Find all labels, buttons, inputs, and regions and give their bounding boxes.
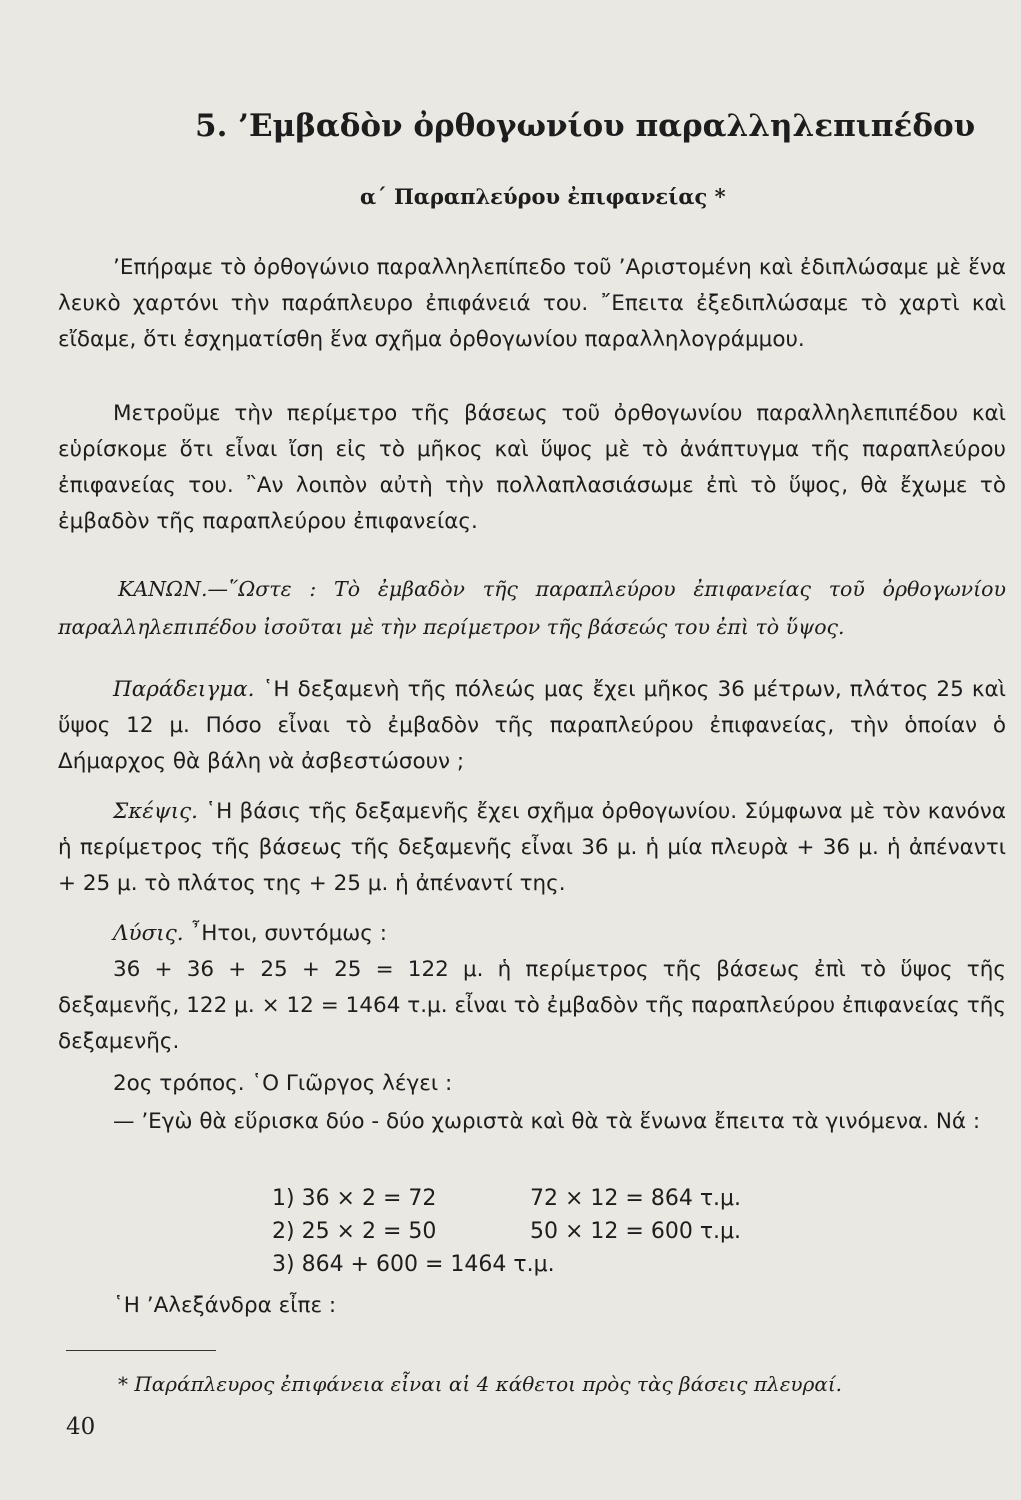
- section-title: 5. ’Εμβαδὸν ὀρθογωνίου παραλληλεπιπέδου: [195, 108, 976, 144]
- footnote: * Παράπλευρος ἐπιφάνεια εἶναι αἱ 4 κάθετοι πρὸς τὰς βάσεις πλευραί.: [118, 1372, 843, 1396]
- calc-left: 1) 36 × 2 = 72: [272, 1186, 437, 1211]
- calc-row: [272, 1248, 741, 1281]
- calc-row: [272, 1215, 741, 1248]
- example-text: ῾Η δεξαμενὴ τῆς πόλεώς μας ἔχει μῆκος 36 μέτρων, πλάτος 25 καὶ ὕψος 12 μ. Πόσο εἶναι τὸ ἐμβαδὸν τῆς παραπλεύρου ἐπιφανείας, τὴν ὁποίαν ὁ Δήμαρχος θὰ βάλη νὰ ἀσβεστώσουν ;: [58, 677, 1006, 774]
- example-paragraph: [58, 672, 1006, 780]
- subsection-title: α΄ Παραπλεύρου ἐπιφανείας *: [360, 184, 726, 209]
- example-label: Παράδειγμα.: [113, 677, 255, 702]
- thinking-text: ῾Η βάσις τῆς δεξαμενῆς ἔχει σχῆμα ὀρθογωνίου. Σύμφωνα μὲ τὸν κανόνα ἡ περίμετρος τῆς βάσεως τῆς δεξαμενῆς εἶναι 36 μ. ἡ μία πλευρὰ + 36 μ. ἡ ἀπέναντι + 25 μ. τὸ πλάτος της + 25 μ. ἡ ἀπέναντί της.: [58, 799, 1006, 896]
- solution-heading: [58, 916, 1006, 952]
- calc-row: [272, 1182, 741, 1215]
- george-quote: — ’Εγὼ θὰ εὕρισκα δύο - δύο χωριστὰ καὶ θὰ τὰ ἕνωνα ἔπειτα τὰ γινόμενα. Νά :: [113, 1109, 981, 1134]
- calculation-list: [272, 1182, 741, 1281]
- thinking-paragraph: [58, 794, 1006, 902]
- calc-right: 50 × 12 = 600 τ.μ.: [530, 1219, 742, 1244]
- calc-left: 2) 25 × 2 = 50: [272, 1219, 437, 1244]
- second-way-line: 2ος τρόπος. ῾Ο Γιῶργος λέγει :: [113, 1071, 453, 1096]
- footnote-divider: [66, 1350, 216, 1351]
- solution-label: Λύσις.: [113, 921, 184, 946]
- rule-paragraph: ΚΑΝΩΝ.—῞Ωστε : Τὸ ἐμβαδὸν τῆς παραπλεύρου ἐπιφανείας τοῦ ὀρθογωνίου παραλληλεπιπέδου ἰσοῦται μὲ τὴν περίμετρον τῆς βάσεώς του ἐπὶ τὸ ὕψος.: [58, 577, 1006, 639]
- measure-paragraph: Μετροῦμε τὴν περίμετρο τῆς βάσεως τοῦ ὀρθογωνίου παραλληλεπιπέδου καὶ εὑρίσκομε ὅτι εἶναι ἴση εἰς τὸ μῆκος καὶ ὕψος μὲ τὸ ἀνάπτυγμα τῆς παραπλεύρου ἐπιφανείας του. ῍Αν λοιπὸν αὐτὴ τὴν πολλαπλασιάσωμε ἐπὶ τὸ ὕψος, θὰ ἔχωμε τὸ ἐμβαδὸν τῆς παραπλεύρου ἐπιφανείας.: [58, 401, 1006, 534]
- intro-paragraph: ’Επήραμε τὸ ὀρθογώνιο παραλληλεπίπεδο τοῦ ’Αριστομένη καὶ ἐδιπλώσαμε μὲ ἕνα λευκὸ χαρτόνι τὴν παράπλευρο ἐπιφάνειά του. ῎Επειτα ἐξεδιπλώσαμε τὸ χαρτὶ καὶ εἴδαμε, ὅτι ἐσχηματίσθη ἕνα σχῆμα ὀρθογωνίου παραλληλογράμμου.: [58, 255, 1006, 352]
- solution-text: ῏Ητοι, συντόμως :: [190, 921, 387, 946]
- calc-right: 72 × 12 = 864 τ.μ.: [530, 1186, 742, 1211]
- page-number: 40: [66, 1414, 96, 1440]
- calc-left: 3) 864 + 600 = 1464 τ.μ.: [272, 1252, 555, 1277]
- alexandra-line: ῾Η ’Αλεξάνδρα εἶπε :: [113, 1293, 337, 1318]
- solution-calc: 36 + 36 + 25 + 25 = 122 μ. ἡ περίμετρος τῆς βάσεως ἐπὶ τὸ ὕψος τῆς δεξαμενῆς, 122 μ. × 12 = 1464 τ.μ. εἶναι τὸ ἐμβαδὸν τῆς παραπλεύρου ἐπιφανείας τῆς δεξαμενῆς.: [58, 957, 1006, 1054]
- thinking-label: Σκέψις.: [113, 799, 199, 824]
